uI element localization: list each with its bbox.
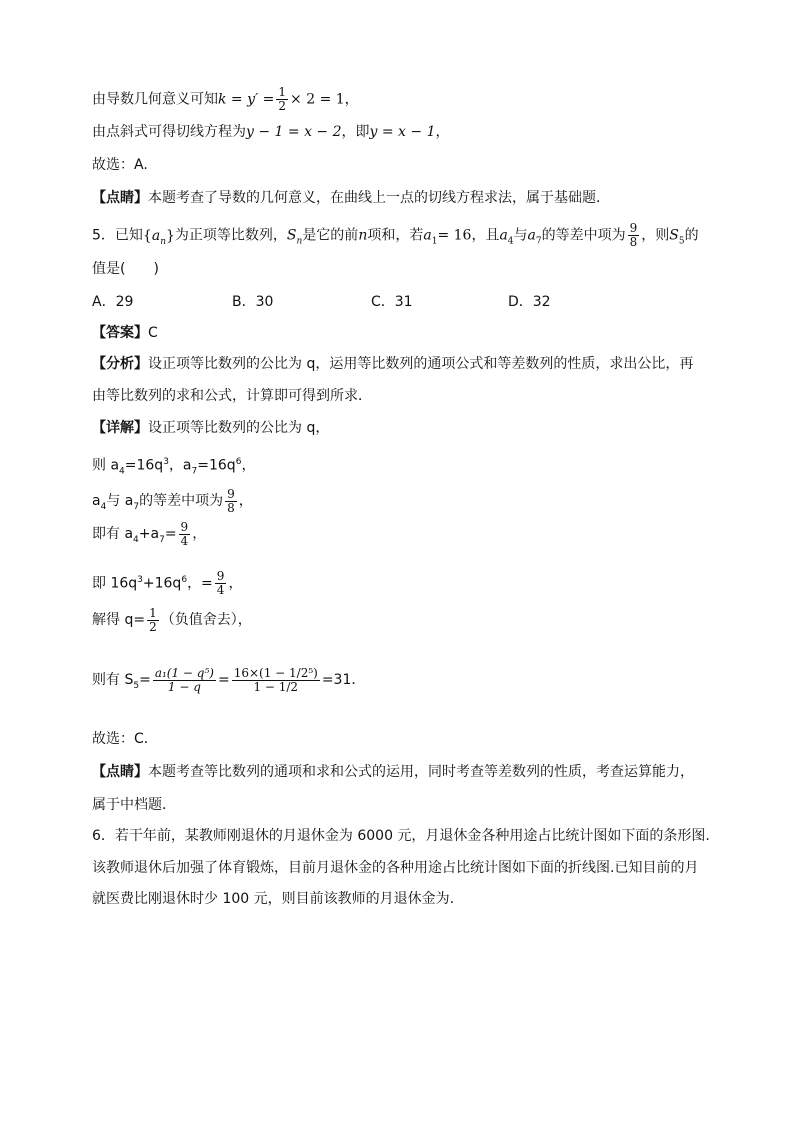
text: 与 [513, 227, 528, 244]
denominator: 8 [227, 500, 235, 515]
fraction-sum-formula [153, 667, 216, 694]
denominator: 1 − q [167, 679, 201, 694]
sub: 5 [133, 680, 140, 691]
denominator: 4 [180, 533, 189, 548]
fraction [147, 607, 159, 634]
remark-line-2: 属于中档题． [92, 797, 176, 813]
sub: 7 [159, 534, 165, 545]
remark-text: 本题考查等比数列的通项和求和公式的运用，同时考查等差数列的性质，考查运算能力， [148, 764, 694, 780]
numerator: 9 [180, 519, 189, 534]
text: 与 a [106, 493, 134, 509]
analysis-tag: 【分析】 [92, 356, 148, 372]
denominator: 4 [216, 583, 225, 598]
brace-set: $\{a_n\}$ [142, 227, 175, 247]
denominator: 2 [278, 99, 287, 113]
detail-step-5 [92, 603, 252, 637]
fraction [215, 570, 227, 597]
answer-line [92, 323, 158, 343]
text: 项和，若 [367, 227, 424, 244]
fraction [628, 222, 640, 249]
denominator: 1 − 1/2 [253, 679, 299, 694]
analysis-line-2: 由等比数列的求和公式，计算即可得到所求． [92, 388, 372, 404]
sup: 3 [163, 457, 169, 467]
detail-step-1 [92, 452, 255, 481]
text: ， [228, 575, 243, 592]
text: 的等差中项为 [139, 493, 224, 509]
sup: 3 [137, 575, 143, 585]
remark-line [92, 188, 600, 208]
option-b: B．30 [232, 294, 274, 310]
formula: k = y′ = [218, 91, 275, 108]
fraction-sum-value [232, 667, 320, 694]
text: 的等差中项为 [541, 227, 626, 244]
text: ，= [187, 575, 213, 592]
sub: 7 [535, 236, 542, 247]
text: = [139, 672, 151, 688]
sub: 5 [678, 236, 685, 247]
text: ， [435, 124, 450, 140]
fraction [276, 86, 288, 113]
text: 由点斜式可得切线方程为 [92, 124, 246, 140]
detail-step-3 [92, 517, 206, 557]
sub: 4 [507, 236, 514, 247]
text: ，即 [341, 124, 370, 140]
sub: 7 [133, 501, 140, 512]
text: 为正项等比数列， [174, 227, 287, 244]
choice-c-line: 故选：C． [92, 731, 158, 747]
remark-line-1 [92, 762, 694, 782]
text: ， [192, 526, 207, 542]
option-c: C．31 [371, 294, 413, 310]
numerator: 16×(1 − 1/2⁵) [233, 665, 318, 680]
choice-a-line: 故选：A. [92, 157, 148, 173]
formula: × 2 = 1 [290, 91, 345, 108]
formula: y = x − 1 [369, 124, 436, 140]
text: +a [138, 526, 160, 542]
numerator: 1 [149, 605, 157, 620]
detail-line [92, 418, 329, 438]
text: ， [344, 91, 359, 108]
text: = [164, 526, 177, 542]
option-a: A．29 [92, 294, 134, 310]
text: =16q [124, 457, 164, 474]
fraction [179, 521, 191, 548]
text: 是它的前 [302, 227, 359, 244]
text: = [217, 672, 230, 688]
detail-step-6 [92, 650, 365, 716]
text: 即 16q [92, 575, 138, 592]
sub: 4 [133, 534, 139, 545]
text: 解得 q= [92, 612, 146, 628]
numerator: 9 [227, 486, 235, 501]
text: ，则 [641, 227, 670, 244]
numerator: a₁(1 − q⁵) [154, 665, 214, 680]
sub: n [296, 236, 303, 247]
text: 的 [684, 227, 699, 244]
text: ， [238, 493, 253, 509]
text: ， [241, 457, 256, 474]
detail-tag: 【详解】 [92, 420, 148, 436]
formula: = 16 [437, 227, 472, 244]
detail-step-4 [92, 563, 242, 601]
text: 由导数几何意义可知 [92, 91, 218, 108]
sub: 4 [119, 466, 125, 477]
text: a [92, 493, 101, 509]
numerator: 9 [629, 221, 638, 235]
derivative-meaning-line [92, 86, 359, 113]
text: 则有 S [92, 672, 134, 688]
fraction [225, 488, 237, 515]
text: 5．已知 [92, 227, 143, 244]
text: （负值舍去）， [160, 612, 252, 628]
text: =31． [321, 672, 366, 688]
answer-text: C [148, 325, 158, 341]
option-d: D．32 [508, 294, 551, 310]
remark-text: 本题考查了导数的几何意义，在曲线上一点的切线方程求法，属于基础题. [148, 190, 601, 206]
detail-text: 设正项等比数列的公比为 q， [148, 420, 330, 436]
remark-tag: 【点睛】 [92, 764, 148, 780]
sup: 6 [181, 575, 188, 585]
text: +16q [142, 575, 182, 592]
sub: 1 [431, 236, 438, 247]
question-6-line-3: 就医费比刚退休时少 100 元，则目前该教师的月退休金为. [92, 891, 455, 907]
remark-tag: 【点睛】 [92, 190, 148, 206]
numerator: 1 [278, 85, 287, 99]
numerator: 9 [216, 569, 225, 584]
text: 则 a [92, 457, 120, 474]
question-5-stem-cont: 值是( ) [92, 261, 159, 277]
sup: 6 [235, 457, 242, 467]
var: n [358, 227, 368, 244]
text: ，a [168, 457, 192, 474]
formula: y − 1 = x − 2 [246, 124, 342, 140]
analysis-text: 设正项等比数列的公比为 q，运用等比数列的通项公式和等差数列的性质，求出公比，再 [148, 356, 694, 372]
var: S [669, 227, 679, 244]
var: S [286, 227, 297, 244]
question-6-line-2: 该教师退休后加强了体育锻炼，目前月退休金的各种用途占比统计图如下面的折线图.已知目前的月 [92, 860, 699, 876]
question-5-stem [92, 222, 699, 251]
var: a [527, 227, 536, 244]
denominator: 8 [629, 235, 638, 249]
var: a [499, 227, 508, 244]
sub: n [160, 236, 166, 247]
text: 即有 a [92, 526, 134, 542]
text: ，且 [471, 227, 500, 244]
var: a [151, 227, 161, 244]
text: =16q [197, 457, 236, 474]
question-6-line-1: 6．若干年前，某教师刚退休的月退休金为 6000 元，月退休金各种用途占比统计图如下面的条形图. [92, 828, 710, 844]
answer-tag: 【答案】 [92, 325, 148, 341]
denominator: 2 [149, 619, 157, 634]
var: a [423, 227, 432, 244]
sub: 4 [100, 501, 107, 512]
tangent-line-equation-line [92, 122, 450, 142]
sub: 7 [191, 466, 198, 477]
analysis-line-1 [92, 354, 693, 374]
